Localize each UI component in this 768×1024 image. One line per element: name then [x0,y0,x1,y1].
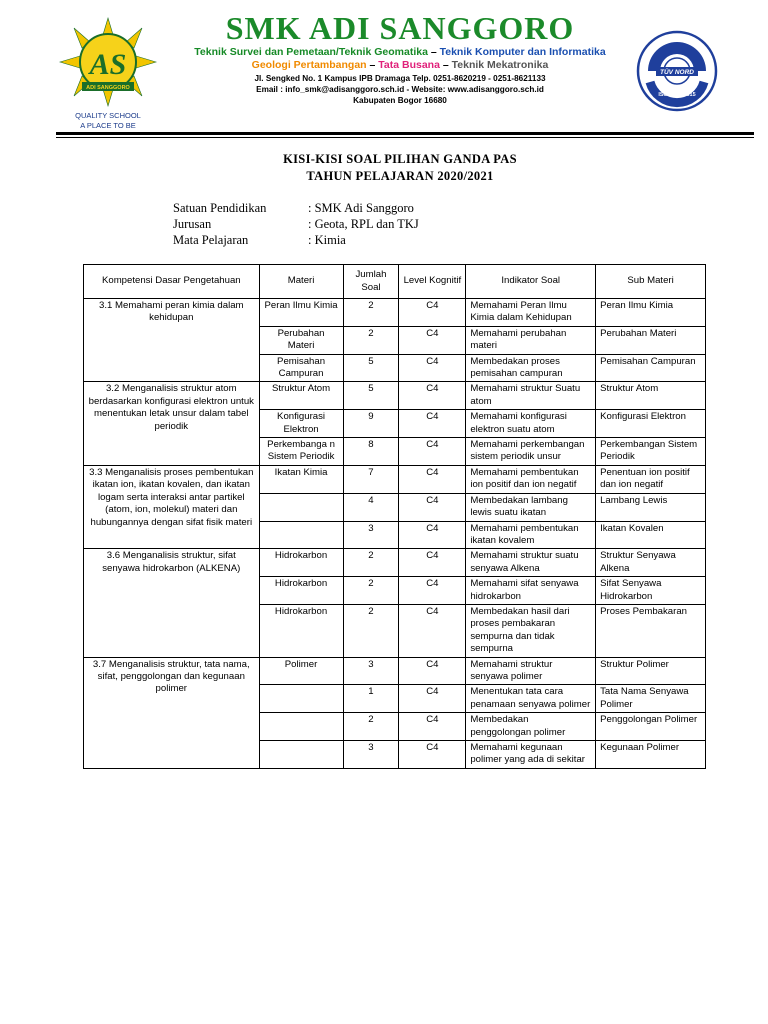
indikator-cell: Membedakan hasil dari proses pembakaran sempurna dan tidak sempurna [466,604,596,657]
meta-row-mapel [173,232,419,248]
document-subtitle: TAHUN PELAJARAN 2020/2021 [306,169,494,183]
header-kd: Kompetensi Dasar Pengetahuan [84,265,260,299]
dept-survei: Teknik Survei dan Pemetaan/Teknik Geomatika [194,46,428,58]
jumlah-cell: 2 [343,326,399,354]
document-meta [173,200,419,248]
materi-cell: Pemisahan Campuran [259,354,343,382]
level-cell: C4 [399,604,466,657]
sub-materi-cell: Sifat Senyawa Hidrokarbon [596,577,706,605]
dept-geologi: Geologi Pertambangan [251,59,367,71]
jumlah-cell: 9 [343,410,399,438]
dept-mekatronika: Teknik Mekatronika [451,59,549,71]
table-row [84,465,706,493]
header-indikator: Indikator Soal [466,265,596,299]
indikator-cell: Memahami sifat senyawa hidrokarbon [466,577,596,605]
sub-materi-cell: Konfigurasi Elektron [596,410,706,438]
meta-row-jurusan [173,216,419,232]
header-sub-materi: Sub Materi [596,265,706,299]
materi-cell: Perubahan Materi [259,326,343,354]
jumlah-cell: 2 [343,549,399,577]
level-cell: C4 [399,493,466,521]
table-row [84,549,706,577]
sub-materi-cell: Perubahan Materi [596,326,706,354]
meta-key: Jurusan [173,217,212,231]
materi-cell: Hidrokarbon [259,577,343,605]
contact-line: Email : info_smk@adisanggoro.sch.id - Website: www.adisanggoro.sch.id [256,85,544,94]
sub-materi-cell: Struktur Polimer [596,657,706,685]
table-row [84,299,706,327]
jumlah-cell: 4 [343,493,399,521]
dept-separator: – [427,46,440,58]
meta-key: Satuan Pendidikan [173,201,267,215]
dept-separator: – [366,59,379,71]
meta-row-satuan [173,200,419,216]
jumlah-cell: 3 [343,657,399,685]
table-row [84,382,706,410]
jumlah-cell: 1 [343,685,399,713]
materi-cell: Struktur Atom [259,382,343,410]
sub-materi-cell: Pemisahan Campuran [596,354,706,382]
certifier-brand: TÜV NORD [660,69,694,76]
indikator-cell: Membedakan penggolongan polimer [466,713,596,741]
meta-value: : Geota, RPL dan TKJ [308,217,419,231]
level-cell: C4 [399,549,466,577]
dept-separator: – [439,59,452,71]
meta-value: : Kimia [308,233,346,247]
document-title: KISI-KISI SOAL PILIHAN GANDA PAS [283,152,517,166]
sub-materi-cell: Peran Ilmu Kimia [596,299,706,327]
indikator-cell: Menentukan tata cara penamaan senyawa polimer [466,685,596,713]
level-cell: C4 [399,657,466,685]
sub-materi-cell: Penggolongan Polimer [596,713,706,741]
indikator-cell: Memahami struktur Suatu atom [466,382,596,410]
departments-line-2 [150,59,650,72]
regency-line: Kabupaten Bogor 16680 [353,96,447,105]
school-tagline [50,111,166,131]
header-materi: Materi [259,265,343,299]
meta-key: Mata Pelajaran [173,233,249,247]
level-cell: C4 [399,465,466,493]
materi-cell [259,521,343,549]
school-name: SMK ADI SANGGORO [225,10,575,46]
letterhead-divider-thin [56,137,754,138]
level-cell: C4 [399,685,466,713]
indikator-cell: Memahami struktur suatu senyawa Alkena [466,549,596,577]
jumlah-cell: 5 [343,354,399,382]
materi-cell: Peran Ilmu Kimia [259,299,343,327]
sub-materi-cell: Ikatan Kovalen [596,521,706,549]
kd-cell: 3.2 Menganalisis struktur atom berdasarkan konfigurasi elektron untuk menentukan letak unsur dalam tabel periodik [84,382,260,465]
jumlah-cell: 2 [343,713,399,741]
level-cell: C4 [399,713,466,741]
materi-cell: Hidrokarbon [259,549,343,577]
jumlah-cell: 7 [343,465,399,493]
tagline-line-1: QUALITY SCHOOL [75,111,141,120]
level-cell: C4 [399,382,466,410]
header-jumlah: Jumlah Soal [343,265,399,299]
jumlah-cell: 2 [343,604,399,657]
indikator-cell: Membedakan lambang lewis suatu ikatan [466,493,596,521]
level-cell: C4 [399,521,466,549]
jumlah-cell: 3 [343,521,399,549]
indikator-cell: Memahami kegunaan polimer yang ada di sekitar [466,741,596,769]
kd-cell: 3.7 Menganalisis struktur, tata nama, sifat, penggolongan dan kegunaan polimer [84,657,260,768]
jumlah-cell: 5 [343,382,399,410]
kd-cell: 3.1 Memahami peran kimia dalam kehidupan [84,299,260,382]
materi-cell [259,685,343,713]
jumlah-cell: 2 [343,299,399,327]
materi-cell: Polimer [259,657,343,685]
materi-cell [259,493,343,521]
materi-cell: Ikatan Kimia [259,465,343,493]
school-logo [58,16,158,108]
iso-standard: ISO 9001:2015 [658,92,696,98]
indikator-cell: Memahami struktur senyawa polimer [466,657,596,685]
tagline-line-2: A PLACE TO BE [80,121,136,130]
sub-materi-cell: Perkembangan Sistem Periodik [596,438,706,466]
dept-busana: Tata Busana [378,59,440,71]
sub-materi-cell: Lambang Lewis [596,493,706,521]
level-cell: C4 [399,326,466,354]
indikator-cell: Memahami pembentukan ikatan kovalem [466,521,596,549]
jumlah-cell: 8 [343,438,399,466]
materi-cell: Konfigurasi Elektron [259,410,343,438]
meta-value: : SMK Adi Sanggoro [308,201,414,215]
jumlah-cell: 2 [343,577,399,605]
level-cell: C4 [399,577,466,605]
materi-cell: Hidrokarbon [259,604,343,657]
materi-cell: Perkembanga n Sistem Periodik [259,438,343,466]
address-line: Jl. Sengked No. 1 Kampus IPB Dramaga Telp. 0251-8620219 - 0251-8621133 [254,74,546,83]
indikator-cell: Membedakan proses pemisahan campuran [466,354,596,382]
indikator-cell: Memahami konfigurasi elektron suatu atom [466,410,596,438]
letterhead-divider [56,132,754,135]
table-row [84,657,706,685]
logo-caption: ADI SANGGORO [86,85,130,91]
materi-cell [259,741,343,769]
level-cell: C4 [399,354,466,382]
level-cell: C4 [399,299,466,327]
kisi-kisi-table [83,264,706,769]
indikator-cell: Memahami Peran Ilmu Kimia dalam Kehidupan [466,299,596,327]
sub-materi-cell: Tata Nama Senyawa Polimer [596,685,706,713]
sub-materi-cell: Kegunaan Polimer [596,741,706,769]
header-level: Level Kognitif [399,265,466,299]
indikator-cell: Memahami pembentukan ion positif dan ion negatif [466,465,596,493]
dept-tki: Teknik Komputer dan Informatika [439,46,606,58]
logo-initials: AS [89,48,127,81]
sub-materi-cell: Struktur Senyawa Alkena [596,549,706,577]
departments-line-1 [150,46,650,59]
sub-materi-cell: Proses Pembakaran [596,604,706,657]
sub-materi-cell: Penentuan ion positif dan ion negatif [596,465,706,493]
sub-materi-cell: Struktur Atom [596,382,706,410]
level-cell: C4 [399,410,466,438]
table-header-row [84,265,706,299]
iso-certification-logo [636,30,718,112]
kd-cell: 3.3 Menganalisis proses pembentukan ikatan ion, ikatan kovalen, dan ikatan logam serta interaksi antar partikel (atom, ion, molekul) materi dan hubungannya dengan sifat fisik materi [84,465,260,548]
materi-cell [259,713,343,741]
indikator-cell: Memahami perkembangan sistem periodik unsur [466,438,596,466]
kd-cell: 3.6 Menganalisis struktur, sifat senyawa hidrokarbon (ALKENA) [84,549,260,657]
jumlah-cell: 3 [343,741,399,769]
level-cell: C4 [399,438,466,466]
indikator-cell: Memahami perubahan materi [466,326,596,354]
level-cell: C4 [399,741,466,769]
